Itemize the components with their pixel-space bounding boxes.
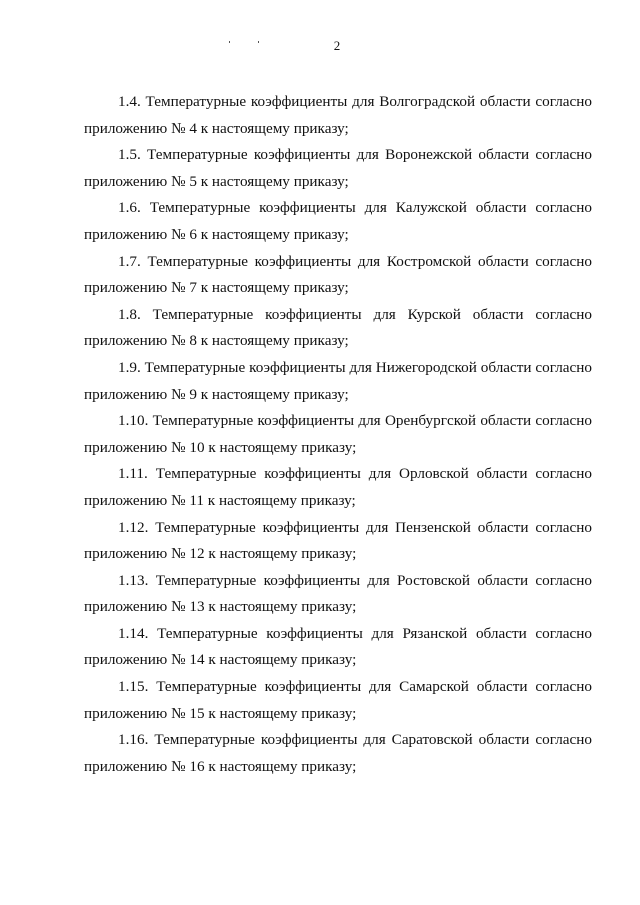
item-text-line2: приложению № 4 к настоящему приказу; bbox=[84, 119, 349, 137]
item-text-line2: приложению № 12 к настоящему приказу; bbox=[84, 545, 357, 563]
item-text-line1: 1.10. Температурные коэффициенты для Оренбургской области согласно bbox=[118, 412, 592, 430]
item-text-line2: приложению № 13 к настоящему приказу; bbox=[84, 598, 357, 616]
item-text-line2: приложению № 8 к настоящему приказу; bbox=[84, 332, 349, 350]
item-text-line1: 1.14. Температурные коэффициенты для Рязанской области согласно bbox=[118, 624, 592, 642]
item-text-line2: приложению № 11 к настоящему приказу; bbox=[84, 491, 356, 509]
list-item bbox=[84, 302, 592, 355]
item-text-line2: приложению № 5 к настоящему приказу; bbox=[84, 172, 349, 190]
list-item bbox=[84, 674, 592, 727]
page-number: 2 bbox=[333, 38, 341, 53]
item-text-line1: 1.5. Температурные коэффициенты для Воронежской области согласно bbox=[118, 146, 592, 164]
list-item bbox=[84, 621, 592, 674]
item-text-line2: приложению № 10 к настоящему приказу; bbox=[84, 438, 357, 456]
item-text-line2: приложению № 16 к настоящему приказу; bbox=[84, 757, 357, 775]
list-item bbox=[84, 727, 592, 780]
item-text-line2: приложению № 15 к настоящему приказу; bbox=[84, 704, 357, 722]
item-text-line1: 1.8. Температурные коэффициенты для Курской области согласно bbox=[118, 305, 592, 323]
item-text-line1: 1.13. Температурные коэффициенты для Ростовской области согласно bbox=[118, 571, 592, 589]
list-item bbox=[84, 408, 592, 461]
list-item bbox=[84, 568, 592, 621]
item-text-line1: 1.6. Температурные коэффициенты для Калужской области согласно bbox=[118, 199, 592, 217]
item-text-line2: приложению № 9 к настоящему приказу; bbox=[84, 385, 349, 403]
item-text-line1: 1.11. Температурные коэффициенты для Орловской области согласно bbox=[118, 465, 592, 483]
item-text-line2: приложению № 14 к настоящему приказу; bbox=[84, 651, 357, 669]
item-text-line1: 1.15. Температурные коэффициенты для Самарской области согласно bbox=[118, 678, 592, 696]
list-item bbox=[84, 89, 592, 142]
list-item bbox=[84, 461, 592, 514]
item-text-line2: приложению № 7 к настоящему приказу; bbox=[84, 279, 349, 297]
list-item bbox=[84, 249, 592, 302]
item-text-line1: 1.9. Температурные коэффициенты для Нижегородской области согласно bbox=[118, 358, 592, 376]
item-text-line2: приложению № 6 к настоящему приказу; bbox=[84, 225, 349, 243]
list-item bbox=[84, 142, 592, 195]
item-text-line1: 1.12. Температурные коэффициенты для Пензенской области согласно bbox=[118, 518, 592, 536]
document-body bbox=[84, 89, 592, 780]
list-item bbox=[84, 515, 592, 568]
item-text-line1: 1.7. Температурные коэффициенты для Костромской области согласно bbox=[118, 252, 592, 270]
list-item bbox=[84, 355, 592, 408]
item-text-line1: 1.16. Температурные коэффициенты для Саратовской области согласно bbox=[118, 731, 592, 749]
list-item bbox=[84, 195, 592, 248]
item-text-line1: 1.4. Температурные коэффициенты для Волгоградской области согласно bbox=[118, 93, 592, 110]
